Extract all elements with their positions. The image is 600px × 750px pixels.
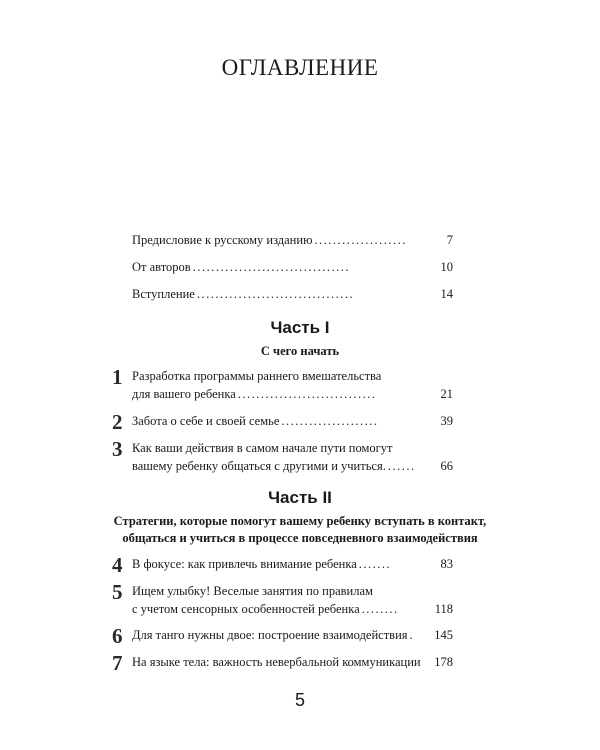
page-number: 5 <box>294 690 305 710</box>
chapter-number: 1 <box>112 365 123 389</box>
leader-dots: .................................. <box>192 260 350 274</box>
chapter-title-line1: Как ваши действия в самом начале пути помогут <box>132 441 393 455</box>
chapter-title-line1: Ищем улыбку! Веселые занятия по правилам <box>132 584 373 598</box>
entry-label: Предисловие к русскому изданию <box>132 233 313 247</box>
part-subtitle-line1: Стратегии, которые помогут вашему ребенку вступать в контакт, <box>113 514 487 528</box>
chapter-title-line1: В фокусе: как привлечь внимание ребенка <box>132 557 357 571</box>
entry-page: 178 <box>434 655 453 669</box>
entry-page: 39 <box>440 414 453 428</box>
chapter-title-line1: На языке тела: важность невербальной коммуникации <box>132 655 421 669</box>
chapter-title-line1: Разработка программы раннего вмешательства <box>132 369 382 383</box>
part-subtitle: С чего начать <box>260 344 340 358</box>
leader-dots: .................... <box>314 233 407 247</box>
entry-page: 14 <box>440 287 453 301</box>
entry-page: 10 <box>440 260 453 274</box>
entry-page: 66 <box>440 459 453 473</box>
leader-dots: . <box>409 628 415 642</box>
leader-dots: .............................. <box>237 387 377 401</box>
chapter-number: 2 <box>112 410 123 434</box>
chapter-title-line2: с учетом сенсорных особенностей ребенка <box>132 602 360 616</box>
chapter-number: 5 <box>112 580 123 604</box>
chapter-number: 3 <box>112 437 123 461</box>
chapter-number: 6 <box>112 624 123 648</box>
chapter-title-line1: Для танго нужны двое: построение взаимодействия <box>132 628 408 642</box>
chapter-title-line2: для вашего ребенка <box>132 387 236 401</box>
chapter-number: 4 <box>112 553 123 577</box>
chapter-number: 7 <box>112 651 123 675</box>
leader-dots: .................................. <box>196 287 355 301</box>
entry-page: 145 <box>434 628 453 642</box>
leader-dots: ........ <box>361 602 399 616</box>
part-heading: Часть I <box>270 318 330 337</box>
leader-dots: ..................... <box>281 414 379 428</box>
chapter-title-line1: Забота о себе и своей семье <box>132 414 280 428</box>
page-title: ОГЛАВЛЕНИЕ <box>221 55 379 80</box>
leader-dots: ....... <box>358 557 392 571</box>
part-heading: Часть II <box>268 488 332 507</box>
entry-page: 21 <box>440 387 453 401</box>
chapter-title-line2: вашему ребенку общаться с другими и учиться. <box>132 459 386 473</box>
entry-label: От авторов <box>132 260 191 274</box>
leader-dots: ...... <box>387 459 416 473</box>
part-subtitle-line2: общаться и учиться в процессе повседневного взаимодействия <box>122 531 478 545</box>
entry-page: 83 <box>440 557 453 571</box>
entry-page: 7 <box>446 233 453 247</box>
entry-label: Вступление <box>132 287 195 301</box>
entry-page: 118 <box>434 602 453 616</box>
